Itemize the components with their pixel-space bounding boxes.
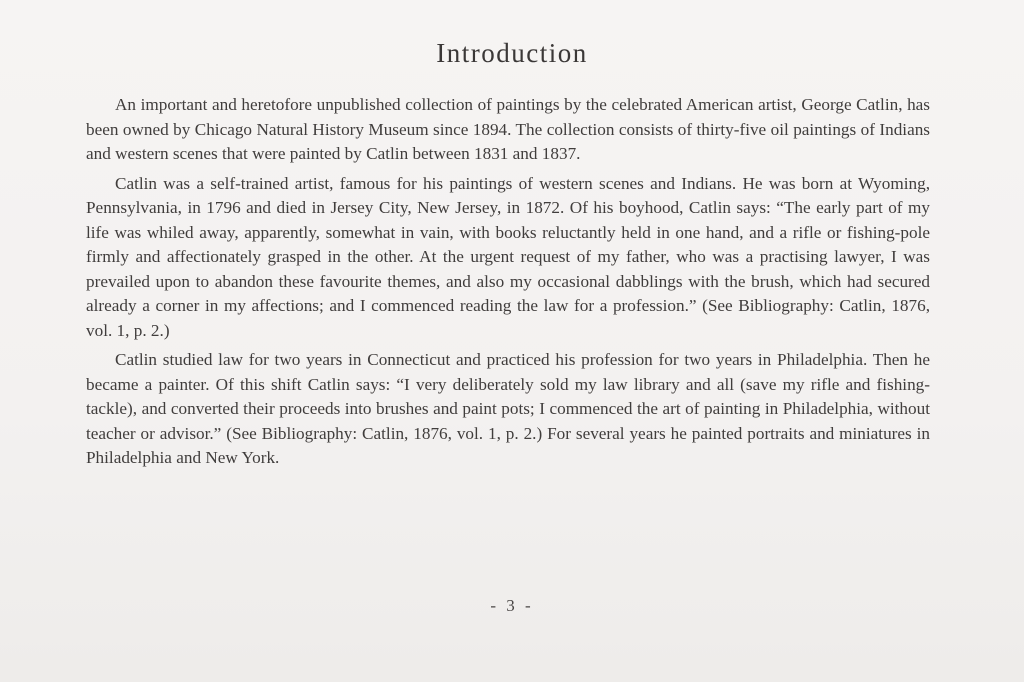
paragraph-1: An important and heretofore unpublished collection of paintings by the celebrated American artist, George Catlin, has been owned by Chicago Natural History Museum since 1894. The collection consists of thirty-five oil paintings of Indians and western scenes that were painted by Catlin between 1831 and 1837. xyxy=(86,95,930,163)
body-text xyxy=(86,93,930,476)
paragraph-3: Catlin studied law for two years in Connecticut and practiced his profession for two years in Philadelphia. Then he became a painter. Of this shift Catlin says: “I very deliberately sold my law library and all (save my rifle and fishing-tackle), and converted their proceeds into brushes and paint pots; I commenced the art of painting in Philadelphia, without teacher or advisor.” (See Bibliography: Catlin, 1876, vol. 1, p. 2.) For several years he painted portraits and miniatures in Philadelphia and New York. xyxy=(86,350,930,467)
paragraph-2: Catlin was a self-trained artist, famous for his paintings of western scenes and Indians. He was born at Wyoming, Pennsylvania, in 1796 and died in Jersey City, New Jersey, in 1872. Of his boyhood, Catlin says: “The early part of my life was whiled away, apparently, somewhat in vain, with books reluctantly held in one hand, and a rifle or fishing-pole firmly and affectionately grasped in the other. At the urgent request of my father, who was a practising lawyer, I was prevailed upon to abandon these favourite themes, and also my occasional dabblings with the brush, which had secured already a corner in my affections; and I commenced reading the law for a profession.” (See Bibliography: Catlin, 1876, vol. 1, p. 2.) xyxy=(86,173,930,340)
page-number: - 3 - xyxy=(490,596,534,615)
page-title: Introduction xyxy=(436,38,588,68)
